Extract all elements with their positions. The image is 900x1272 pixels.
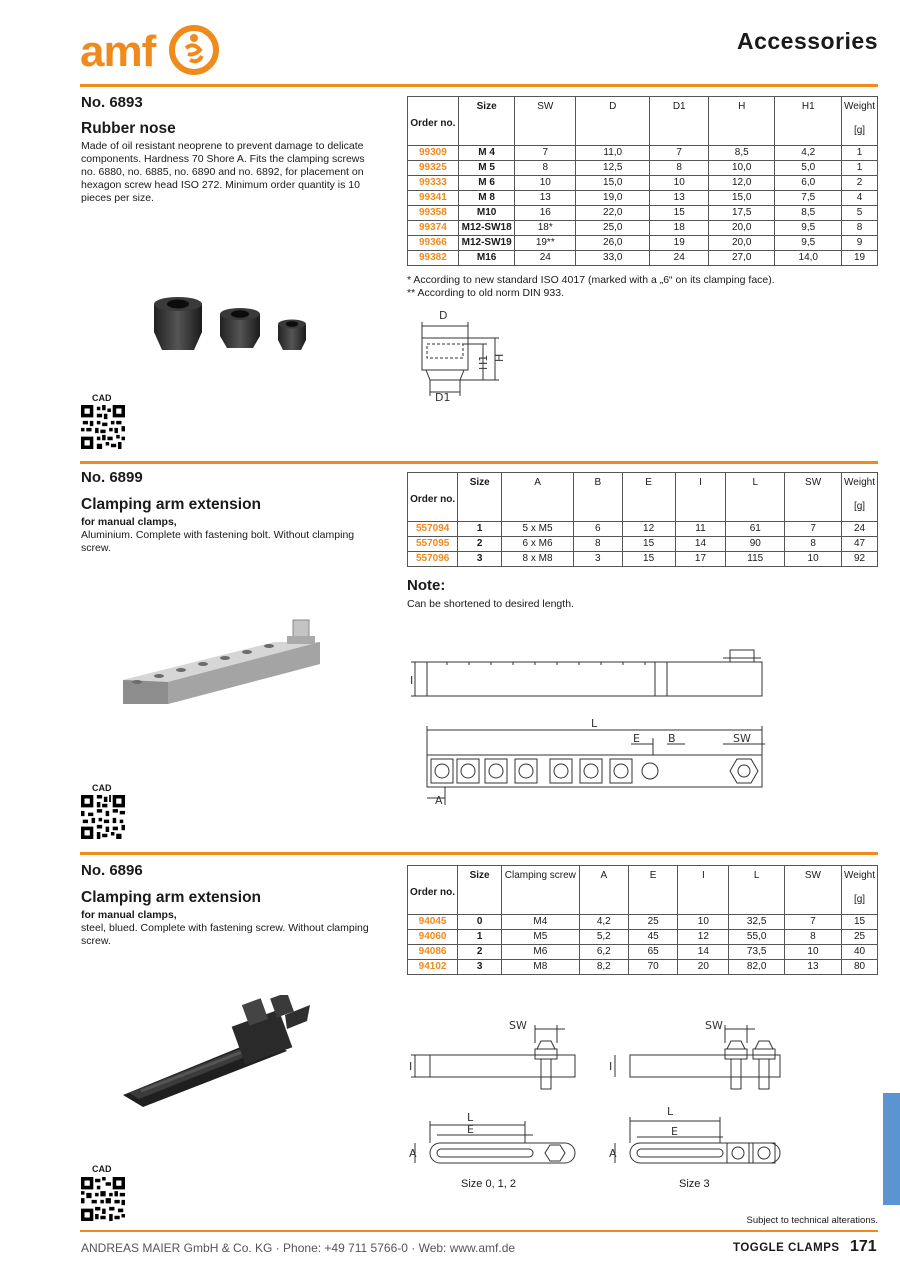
order-number[interactable]: 99382 — [408, 251, 459, 266]
order-no-header: Order no. — [408, 866, 458, 915]
section-divider — [80, 461, 878, 464]
svg-text:A: A — [409, 1147, 417, 1160]
svg-text:E: E — [633, 732, 640, 745]
steel-arm-photo — [115, 995, 315, 1110]
column-header: Weight [g] — [842, 473, 878, 522]
column-header: Size — [458, 473, 502, 522]
order-number[interactable]: 94045 — [408, 915, 458, 930]
footer-company: ANDREAS MAIER GmbH & Co. KG · Phone: +49 711 5766-0 · Web: www.amf.de — [81, 1241, 516, 1255]
column-header: H — [708, 97, 775, 146]
table-row: 99325 M 5 8 12,5 8 10,0 5,0 1 — [408, 161, 878, 176]
table-row: 99382 M16 24 33,0 24 27,0 14,0 19 — [408, 251, 878, 266]
table-row: 99341 M 8 13 19,0 13 15,0 7,5 4 — [408, 191, 878, 206]
order-number[interactable]: 557096 — [408, 552, 458, 567]
svg-text:H1: H1 — [477, 354, 490, 370]
table-row: 94045 0 M4 4,2 25 10 32,5 7 15 — [408, 915, 878, 930]
cad-label: CAD — [92, 1164, 112, 1174]
column-header: H1 — [775, 97, 842, 146]
column-header: E — [622, 473, 675, 522]
table-row: 99366 M12-SW19 19** 26,0 19 20,0 9,5 9 — [408, 236, 878, 251]
column-header: L — [726, 473, 785, 522]
spec-table-6893 — [407, 96, 878, 266]
svg-text:I: I — [609, 1060, 613, 1073]
note-text: Can be shortened to desired length. — [407, 598, 574, 610]
svg-text:L: L — [591, 717, 598, 730]
column-header: Size — [458, 866, 502, 915]
column-header: Weight [g] — [842, 866, 878, 915]
section-title: Clamping arm extension — [81, 496, 262, 513]
section-description: Made of oil resistant neoprene to prevent damage to delicate components. Hardness 70 Shore A. Fits the clamping screws no. 6880, no. 6885, no. 6890 and no. 6892, for placement on hexagon screw head ISO 272. Minimum order quantity is 10 pieces per size. — [81, 140, 365, 204]
section-divider — [80, 852, 878, 855]
column-header: Weight [g] — [842, 97, 878, 146]
order-number[interactable]: 99374 — [408, 221, 459, 236]
subject-note: Subject to technical alterations. — [746, 1215, 878, 1226]
page-title: Accessories — [736, 28, 878, 54]
svg-text:SW: SW — [705, 1019, 723, 1032]
section-number: No. 6896 — [81, 862, 143, 879]
order-number[interactable]: 99358 — [408, 206, 459, 221]
header-divider — [80, 84, 878, 87]
order-number[interactable]: 94102 — [408, 960, 458, 975]
chapter-tab — [883, 1093, 900, 1205]
order-number[interactable]: 94060 — [408, 930, 458, 945]
table-row: 557096 3 8 x M8 3 15 17 115 10 92 — [408, 552, 878, 567]
svg-text:I: I — [410, 674, 414, 687]
order-number[interactable]: 557095 — [408, 537, 458, 552]
order-number[interactable]: 99333 — [408, 176, 459, 191]
svg-text:SW: SW — [509, 1019, 527, 1032]
svg-text:A: A — [609, 1147, 617, 1160]
svg-text:L: L — [667, 1105, 674, 1118]
aluminium-arm-photo — [115, 612, 330, 727]
column-header: Size — [458, 97, 515, 146]
column-header: E — [628, 866, 677, 915]
column-header: SW — [515, 97, 576, 146]
order-no-header: Order no. — [408, 473, 458, 522]
order-number[interactable]: 94086 — [408, 945, 458, 960]
section-title: Rubber nose — [81, 120, 176, 137]
aluminium-arm-drawing — [405, 640, 775, 810]
amf-logo — [80, 22, 220, 80]
cad-label: CAD — [92, 393, 112, 403]
rubber-nose-photo — [140, 290, 320, 370]
column-header: D — [576, 97, 650, 146]
column-header: D1 — [650, 97, 709, 146]
section-number: No. 6899 — [81, 469, 143, 486]
column-header: B — [573, 473, 622, 522]
svg-text:E: E — [671, 1125, 678, 1138]
svg-text:L: L — [467, 1111, 474, 1124]
column-header: A — [579, 866, 628, 915]
table-row: 99358 M10 16 22,0 15 17,5 8,5 5 — [408, 206, 878, 221]
cad-label: CAD — [92, 783, 112, 793]
table-row: 99374 M12-SW18 18* 25,0 18 20,0 9,5 8 — [408, 221, 878, 236]
order-number[interactable]: 99341 — [408, 191, 459, 206]
note-heading: Note: — [407, 577, 446, 594]
svg-text:A: A — [435, 794, 443, 807]
svg-text:D: D — [439, 309, 448, 322]
table-row: 94086 2 M6 6,2 65 14 73,5 10 40 — [408, 945, 878, 960]
column-header: Clamping screw — [502, 866, 579, 915]
cad-qr-code[interactable] — [81, 405, 125, 449]
spec-table-6899 — [407, 472, 878, 567]
footer-section: TOGGLE CLAMPS — [733, 1242, 840, 1254]
section-description: Aluminium. Complete with fastening bolt. Without clamping screw. — [81, 529, 355, 554]
table-row: 557094 1 5 x M5 6 12 11 61 7 24 — [408, 522, 878, 537]
svg-text:E: E — [467, 1123, 474, 1136]
column-header: SW — [784, 866, 841, 915]
column-header: A — [502, 473, 574, 522]
spec-table-6896 — [407, 865, 878, 975]
steel-arm-drawings — [405, 1015, 785, 1175]
order-number[interactable]: 99309 — [408, 146, 459, 161]
svg-text:B: B — [668, 732, 676, 745]
column-header: SW — [785, 473, 842, 522]
svg-text:I: I — [409, 1060, 413, 1073]
order-number[interactable]: 557094 — [408, 522, 458, 537]
section-description: steel, blued. Complete with fastening screw. Without clamping screw. — [81, 922, 369, 947]
column-header: I — [678, 866, 729, 915]
footnote: * According to new standard ISO 4017 (marked with a „6“ on its clamping face). — [407, 274, 775, 286]
section-title: Clamping arm extension — [81, 889, 262, 906]
footnote: ** According to old norm DIN 933. — [407, 287, 564, 299]
table-row: 94060 1 M5 5,2 45 12 55,0 8 25 — [408, 930, 878, 945]
order-number[interactable]: 99325 — [408, 161, 459, 176]
section-subtitle: for manual clamps, — [81, 909, 177, 921]
svg-text:H: H — [493, 353, 506, 362]
cad-qr-code[interactable] — [81, 1177, 125, 1221]
cad-qr-code[interactable] — [81, 795, 125, 839]
table-row: 99333 M 6 10 15,0 10 12,0 6,0 2 — [408, 176, 878, 191]
section-number: No. 6893 — [81, 94, 143, 111]
column-header: L — [729, 866, 784, 915]
svg-text:D1: D1 — [435, 391, 451, 404]
table-row: 94102 3 M8 8,2 70 20 82,0 13 80 — [408, 960, 878, 975]
svg-text:amf: amf — [80, 27, 156, 76]
order-number[interactable]: 99366 — [408, 236, 459, 251]
section-subtitle: for manual clamps, — [81, 516, 177, 528]
page-number: 171 — [850, 1238, 877, 1255]
size-caption: Size 0, 1, 2 — [461, 1178, 517, 1190]
svg-text:SW: SW — [733, 732, 751, 745]
table-row: 557095 2 6 x M6 8 15 14 90 8 47 — [408, 537, 878, 552]
column-header: I — [675, 473, 726, 522]
order-no-header: Order no. — [408, 97, 459, 146]
rubber-nose-drawing — [405, 306, 525, 406]
table-row: 99309 M 4 7 11,0 7 8,5 4,2 1 — [408, 146, 878, 161]
size-caption: Size 3 — [679, 1178, 710, 1190]
footer-divider — [80, 1230, 878, 1232]
